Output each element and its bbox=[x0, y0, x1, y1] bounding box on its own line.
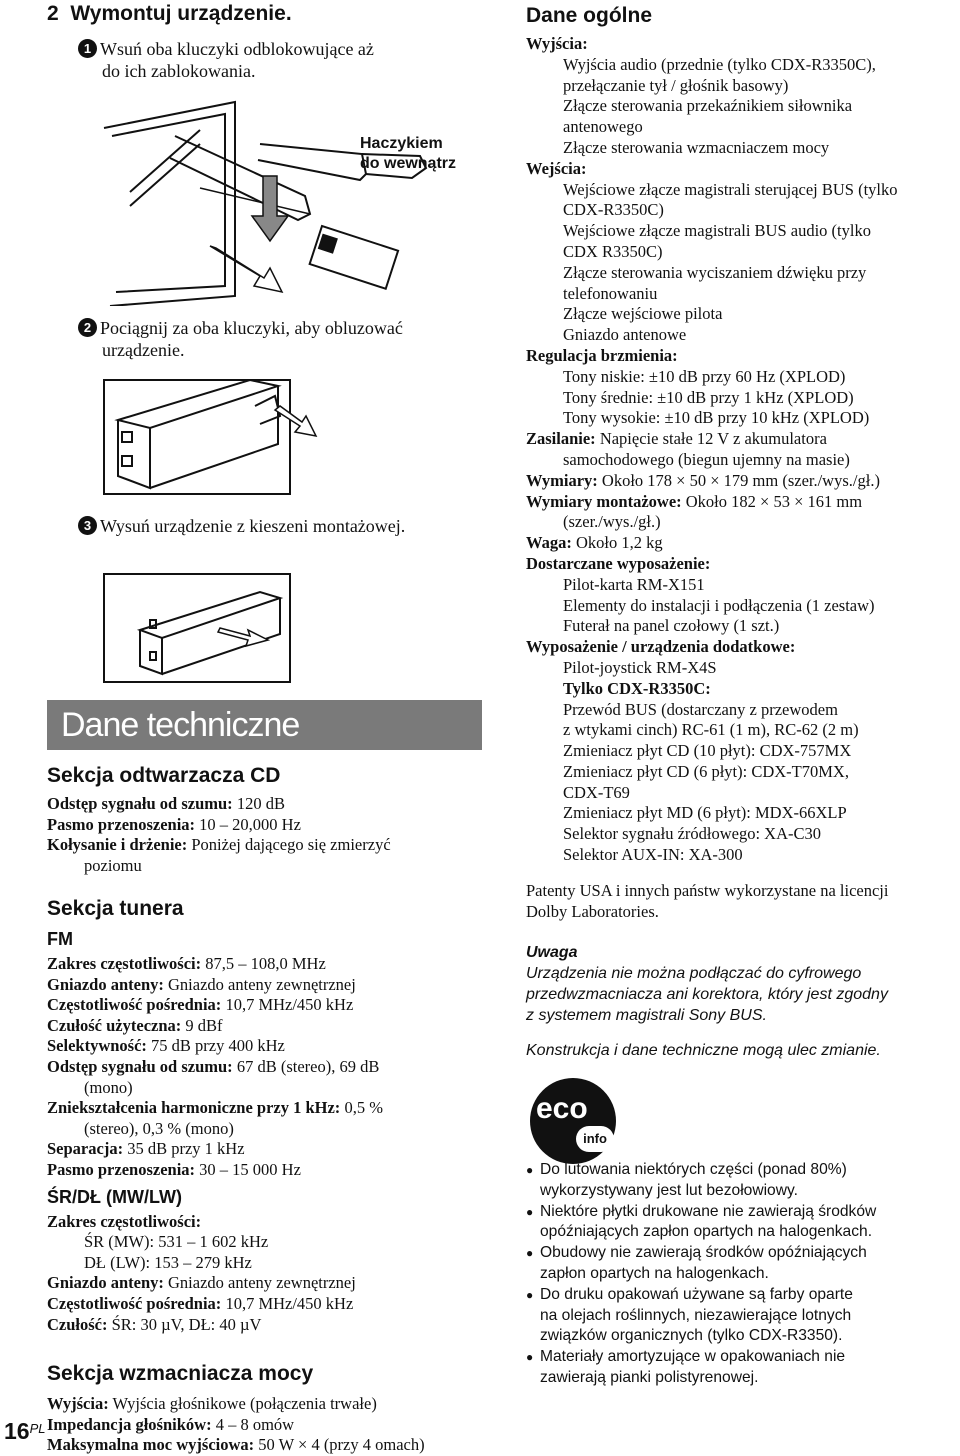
spec-continuation: przełączanie tył / głośnik basowy) bbox=[563, 75, 789, 95]
bullet-line: opóźniających zapłon opartych na halogenkach. bbox=[540, 1223, 873, 1241]
spec-label: Selektywność: bbox=[47, 1036, 147, 1056]
spec-label: Odstęp sygnału od szumu: bbox=[47, 794, 233, 813]
spec-continuation: (szer./wys./gł.) bbox=[563, 512, 661, 532]
spec-label: Częstotliwość pośrednia: bbox=[47, 1293, 222, 1313]
spec-continuation: Zmieniacz płyt CD (10 płyt): CDX-757MX bbox=[563, 741, 852, 761]
spec-value: 87,5 – 108,0 MHz bbox=[201, 954, 326, 973]
spec-value: Około 178 × 50 × 179 mm (szer./wys./gł.) bbox=[597, 470, 880, 490]
spec-value: Około 182 × 53 × 161 mm bbox=[681, 491, 863, 511]
spec-value: Gniazdo anteny zewnętrznej bbox=[163, 1273, 356, 1293]
cd-section bbox=[47, 764, 487, 876]
step-heading bbox=[47, 2, 292, 26]
cd-section-title: Sekcja odtwarzacza CD bbox=[47, 764, 281, 787]
spec-value: 75 dB przy 400 kHz bbox=[146, 1036, 285, 1056]
pull-keys-illustration bbox=[100, 376, 330, 496]
spec-label: Zakres częstotliwości: bbox=[47, 954, 202, 973]
spec-row bbox=[47, 1315, 487, 1336]
substep-1 bbox=[78, 38, 374, 82]
spec-row bbox=[47, 1160, 487, 1181]
spec-continuation: Wyjścia audio (przednie (tylko CDX-R3350C), bbox=[563, 54, 876, 74]
spec-label: Zasilanie: bbox=[526, 429, 596, 449]
spec-value: 10 – 20,000 Hz bbox=[195, 814, 301, 834]
spec-continuation: Wejściowe złącze magistrali sterującej BUS (tylko bbox=[563, 179, 898, 199]
substep-2 bbox=[78, 317, 403, 361]
note-line: z systemem magistrali Sony BUS. bbox=[526, 1007, 767, 1024]
bullet-item bbox=[526, 1285, 956, 1347]
spec-row bbox=[47, 1394, 487, 1415]
spec-row bbox=[47, 1294, 487, 1315]
amp-section-title: Sekcja wzmacniacza mocy bbox=[47, 1362, 314, 1385]
spec-continuation: CDX-T69 bbox=[563, 782, 630, 802]
slide-out-illustration bbox=[100, 570, 330, 685]
spec-continuation: samochodowego (biegun ujemny na masie) bbox=[563, 449, 850, 469]
patents-note bbox=[526, 880, 888, 922]
spec-row bbox=[47, 1435, 487, 1456]
spec-continuation: ŚR (MW): 531 – 1 602 kHz bbox=[84, 1232, 269, 1252]
spec-row bbox=[47, 1036, 487, 1057]
spec-label: Wymiary: bbox=[526, 470, 598, 490]
spec-value: 9 dBf bbox=[181, 1015, 223, 1035]
spec-label: Waga: bbox=[526, 533, 572, 553]
spec-label: Regulacja brzmienia: bbox=[526, 345, 678, 365]
eco-logo-text: eco bbox=[536, 1092, 588, 1125]
spec-row bbox=[47, 1212, 487, 1233]
spec-continuation: z wtykami cinch) RC-61 (1 m), RC-62 (2 m) bbox=[563, 720, 859, 740]
spec-row bbox=[526, 492, 956, 513]
spec-continuation: Zmieniacz płyt CD (6 płyt): CDX-T70MX, bbox=[563, 761, 849, 781]
bullet-line: na olejach roślinnych, niezawierające lotnych bbox=[540, 1306, 852, 1324]
spec-label: Gniazdo anteny: bbox=[47, 1273, 164, 1293]
page-number bbox=[4, 1418, 46, 1445]
spec-row bbox=[47, 975, 487, 996]
step-title: Wymontuj urządzenie. bbox=[70, 2, 292, 25]
spec-label: Gniazdo anteny: bbox=[47, 974, 164, 994]
spec-label: Impedancja głośników: bbox=[47, 1414, 212, 1434]
note-block bbox=[526, 942, 888, 1061]
spec-continuation: Gniazdo antenowe bbox=[563, 325, 687, 345]
spec-value: Poniżej dającego się zmierzyć bbox=[187, 835, 391, 855]
spec-value: ŚR: 30 µV, DŁ: 40 µV bbox=[107, 1314, 262, 1334]
spec-row bbox=[47, 1057, 487, 1078]
bullet-line: zapłon opartych na halogenkach. bbox=[540, 1264, 769, 1282]
spec-label: Wejścia: bbox=[526, 158, 587, 178]
bullet-line: ● Niektóre płytki drukowane nie zawierają środków bbox=[540, 1202, 877, 1220]
spec-continuation: Tony niskie: ±10 dB przy 60 Hz (XPLOD) bbox=[563, 366, 846, 386]
spec-value: Około 1,2 kg bbox=[571, 533, 663, 553]
spec-row bbox=[526, 471, 956, 492]
spec-label: Czułość użyteczna: bbox=[47, 1015, 182, 1035]
substep-text: Wysuń urządzenie z kieszeni montażowej. bbox=[100, 516, 406, 536]
spec-continuation: CDX-R3350C) bbox=[563, 200, 664, 220]
bullet-line: wykorzystywany jest lut bezołowiowy. bbox=[540, 1181, 798, 1199]
spec-label: Wyjścia: bbox=[526, 34, 588, 53]
spec-value: 67 dB (stereo), 69 dB bbox=[232, 1056, 380, 1076]
spec-value: 0,5 % bbox=[340, 1098, 383, 1118]
spec-value: 4 – 8 omów bbox=[211, 1414, 295, 1434]
spec-continuation: DŁ (LW): 153 – 279 kHz bbox=[84, 1252, 252, 1272]
page-language: PL bbox=[29, 1421, 46, 1436]
spec-continuation: (stereo), 0,3 % (mono) bbox=[84, 1118, 234, 1138]
spec-continuation: antenowego bbox=[563, 117, 643, 137]
spec-continuation: Wejściowe złącze magistrali BUS audio (tylko bbox=[563, 221, 871, 241]
spec-continuation: (mono) bbox=[84, 1077, 133, 1097]
spec-value: 10,7 MHz/450 kHz bbox=[221, 1293, 354, 1313]
spec-continuation: Złącze wejściowe pilota bbox=[563, 304, 723, 324]
spec-label: Zakres częstotliwości: bbox=[47, 1211, 202, 1231]
spec-row bbox=[47, 1098, 487, 1119]
spec-row bbox=[47, 1139, 487, 1160]
substep-text: urządzenie. bbox=[102, 340, 185, 360]
tuner-section bbox=[47, 897, 487, 1335]
spec-label: Pasmo przenoszenia: bbox=[47, 1159, 196, 1179]
note-title: Uwaga bbox=[526, 944, 578, 961]
spec-row bbox=[47, 815, 487, 836]
spec-row bbox=[47, 954, 487, 975]
step-number: 2 bbox=[47, 2, 59, 25]
spec-continuation: Złącze sterowania wyciszaniem dźwięku przy bbox=[563, 262, 867, 282]
spec-row bbox=[47, 835, 487, 856]
spec-label: Czułość: bbox=[47, 1314, 108, 1334]
general-section-title: Dane ogólne bbox=[526, 4, 653, 27]
removal-keys-illustration bbox=[100, 96, 430, 306]
bullet-item bbox=[526, 1347, 956, 1389]
spec-value: Gniazdo anteny zewnętrznej bbox=[163, 974, 356, 994]
am-heading: ŚR/DŁ (MW/LW) bbox=[47, 1186, 182, 1207]
spec-label: Maksymalna moc wyjściowa: bbox=[47, 1435, 255, 1455]
bullet-line: ● Materiały amortyzujące w opakowaniach nie bbox=[540, 1348, 846, 1366]
spec-continuation: Elementy do instalacji i podłączenia (1 zestaw) bbox=[563, 595, 875, 615]
spec-row bbox=[526, 533, 956, 554]
fm-heading: FM bbox=[47, 929, 73, 949]
info-logo-text: info bbox=[576, 1126, 614, 1152]
page-number-value: 16 bbox=[4, 1418, 30, 1444]
general-section bbox=[526, 4, 956, 866]
spec-continuation: Przewód BUS (dostarczany z przewodem bbox=[563, 699, 838, 719]
spec-continuation: Złącze sterowania wzmacniaczem mocy bbox=[563, 137, 830, 157]
spec-continuation: poziomu bbox=[84, 855, 142, 875]
note-line: Urządzenia nie można podłączać do cyfrowego bbox=[526, 965, 862, 982]
spec-label: Odstęp sygnału od szumu: bbox=[47, 1056, 233, 1076]
bullet-item bbox=[526, 1243, 956, 1285]
spec-value: 50 W × 4 (przy 4 omach) bbox=[254, 1435, 425, 1455]
spec-row bbox=[47, 1016, 487, 1037]
eco-bullets bbox=[526, 1160, 956, 1389]
spec-continuation: Pilot-joystick RM-X4S bbox=[563, 657, 717, 677]
spec-label: Kołysanie i drżenie: bbox=[47, 835, 188, 855]
spec-continuation: CDX R3350C) bbox=[563, 241, 663, 261]
spec-value: 10,7 MHz/450 kHz bbox=[221, 995, 354, 1015]
spec-row bbox=[526, 429, 956, 450]
banner-title: Dane techniczne bbox=[61, 706, 300, 744]
bullet-line: ● Do druku opakowań używane są farby oparte bbox=[540, 1285, 853, 1303]
substep-text: do ich zablokowania. bbox=[102, 61, 256, 81]
spec-row bbox=[47, 1415, 487, 1436]
substep-number: 2 bbox=[78, 318, 97, 337]
bullet-line: zawierają pianki polistyrenowej. bbox=[540, 1368, 759, 1386]
bullet-item bbox=[526, 1160, 956, 1202]
amp-section bbox=[47, 1362, 487, 1456]
spec-continuation: Tylko CDX-R3350C: bbox=[563, 678, 711, 698]
spec-continuation: telefonowaniu bbox=[563, 283, 658, 303]
spec-label: Separacja: bbox=[47, 1139, 124, 1159]
patents-line: Patenty USA i innych państw wykorzystane na licencji bbox=[526, 881, 889, 900]
specs-banner bbox=[47, 700, 482, 750]
spec-value: Napięcie stałe 12 V z akumulatora bbox=[595, 429, 827, 449]
spec-row bbox=[47, 1273, 487, 1294]
patents-line: Dolby Laboratories. bbox=[526, 902, 659, 921]
bullet-line: związków organicznych (tylko CDX-R3350). bbox=[540, 1327, 843, 1345]
spec-label: Wymiary montażowe: bbox=[526, 491, 682, 511]
spec-continuation: Futerał na panel czołowy (1 szt.) bbox=[563, 616, 780, 636]
tuner-section-title: Sekcja tunera bbox=[47, 897, 184, 920]
spec-continuation: Zmieniacz płyt MD (6 płyt): MDX-66XLP bbox=[563, 803, 847, 823]
bullet-line: ● Do lutowania niektórych części (ponad 80%) bbox=[540, 1161, 847, 1178]
figure-label-line: Haczykiem bbox=[360, 135, 443, 152]
spec-continuation: Tony średnie: ±10 dB przy 1 kHz (XPLOD) bbox=[563, 387, 854, 407]
spec-value: 120 dB bbox=[232, 794, 285, 813]
substep-number: 1 bbox=[78, 39, 97, 58]
spec-label: Wyjścia: bbox=[47, 1394, 109, 1413]
spec-label: Dostarczane wyposażenie: bbox=[526, 553, 711, 573]
spec-value: 30 – 15 000 Hz bbox=[195, 1159, 301, 1179]
figure-label-line: do wewnątrz bbox=[360, 155, 457, 172]
substep-3 bbox=[78, 515, 405, 537]
note-line: przedwzmacniacza ani korektora, który jest zgodny bbox=[526, 986, 888, 1003]
bullet-line: ● Obudowy nie zawierają środków opóźniających bbox=[540, 1244, 867, 1262]
eco-info-logo bbox=[530, 1078, 616, 1164]
spec-continuation: Selektor sygnału źródłowego: XA-C30 bbox=[563, 824, 821, 844]
spec-label: Częstotliwość pośrednia: bbox=[47, 995, 222, 1015]
spec-continuation: Selektor AUX-IN: XA-300 bbox=[563, 845, 743, 865]
spec-continuation: Złącze sterowania przekaźnikiem siłownika bbox=[563, 96, 853, 116]
spec-continuation: Pilot-karta RM-X151 bbox=[563, 574, 705, 594]
substep-number: 3 bbox=[78, 516, 97, 535]
change-note: Konstrukcja i dane techniczne mogą ulec zmianie. bbox=[526, 1042, 881, 1059]
substep-text: Pociągnij za oba kluczyki, aby obluzować bbox=[100, 318, 403, 338]
spec-label: Zniekształcenia harmoniczne przy 1 kHz: bbox=[47, 1098, 341, 1118]
spec-label: Pasmo przenoszenia: bbox=[47, 814, 196, 834]
spec-value: Wyjścia głośnikowe (połączenia trwałe) bbox=[108, 1394, 377, 1413]
spec-value: 35 dB przy 1 kHz bbox=[123, 1139, 245, 1159]
spec-row bbox=[47, 995, 487, 1016]
spec-row bbox=[47, 794, 487, 815]
spec-label: Wyposażenie / urządzenia dodatkowe: bbox=[526, 637, 796, 657]
bullet-item bbox=[526, 1202, 956, 1244]
substep-text: Wsuń oba kluczyki odblokowujące aż bbox=[100, 39, 374, 59]
spec-continuation: Tony wysokie: ±10 dB przy 10 kHz (XPLOD) bbox=[563, 408, 870, 428]
